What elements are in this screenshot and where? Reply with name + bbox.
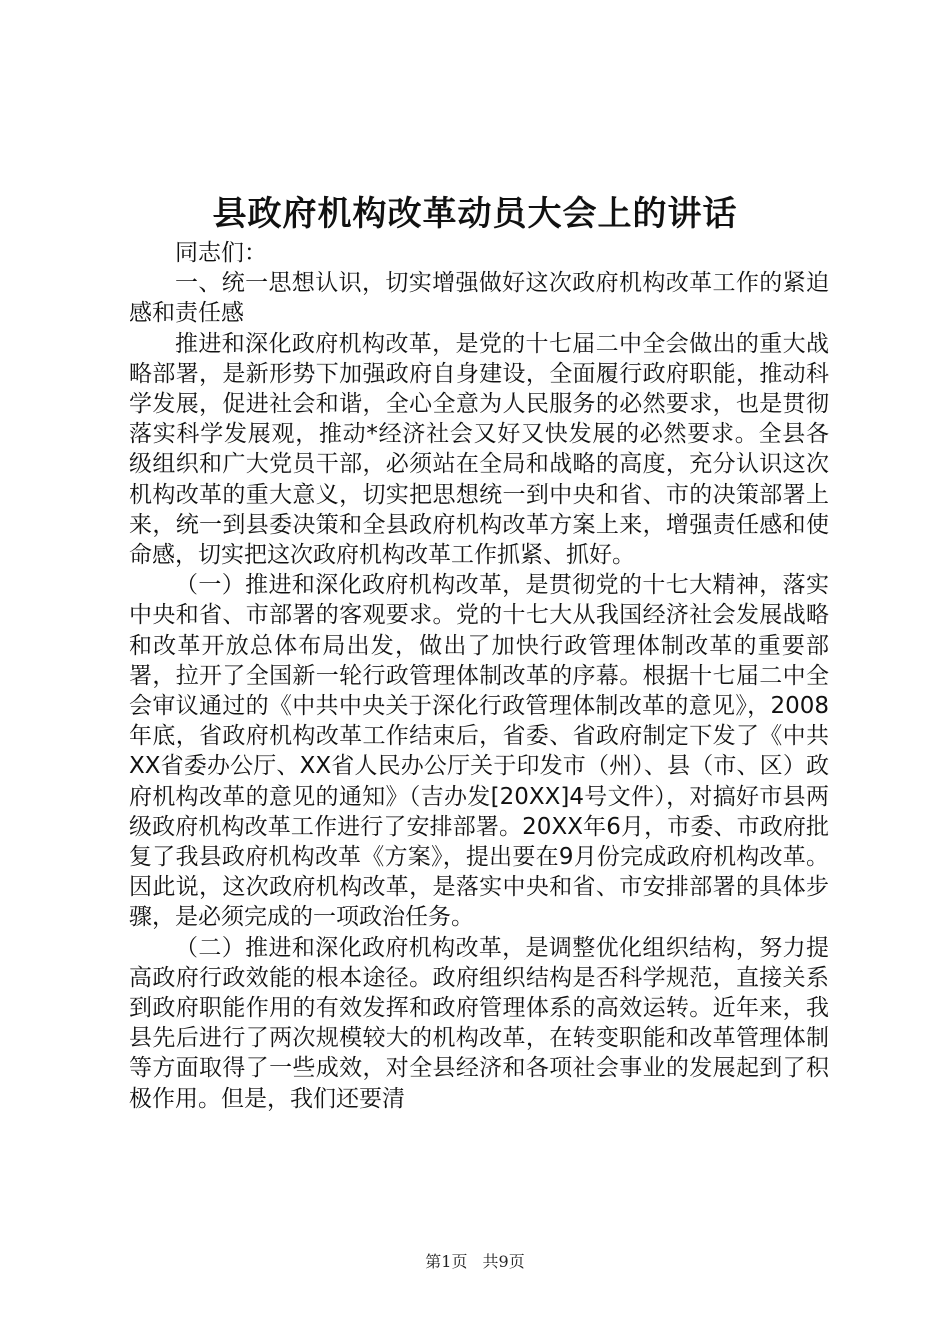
body-paragraph: 推进和深化政府机构改革，是党的十七届二中全会做出的重大战略部署，是新形势下加强政府自身建设，全面履行政府职能，推动科学发展，促进社会和谐，全心全意为人民服务的必然要求，也是贯彻落实科学发展观，推动*经济社会又好又快发展的必然要求。全县各级组织和广大党员干部，必须站在全局和战略的高度，充分认识这次机构改革的重大意义，切实把思想统一到中央和省、市的决策部署上来，统一到县委决策和全县政府机构改革方案上来，增强责任感和使命感，切实把这次政府机构改革工作抓紧、抓好。 — [129, 330, 829, 569]
section-heading: 一、统一思想认识，切实增强做好这次政府机构改革工作的紧迫感和责任感 — [129, 270, 829, 327]
page-total: 共9页 — [482, 1252, 525, 1271]
salutation-paragraph: 同志们： — [175, 240, 267, 266]
document-body — [129, 238, 829, 1114]
page-number: 第1页 — [425, 1252, 468, 1271]
body-paragraph: （一）推进和深化政府机构改革，是贯彻党的十七大精神，落实中央和省、市部署的客观要求。党的十七大从我国经济社会发展战略和改革开放总体布局出发，做出了加快行政管理体制改革的重要部署，拉开了全国新一轮行政管理体制改革的序幕。根据十七届二中全会审议通过的《中共中央关于深化行政管理体制改革的意见》，2008年底，省政府机构改革工作结束后，省委、省政府制定下发了《中共XX省委办公厅、XX省人民办公厅关于印发市（州）、县（市、区）政府机构改革的意见的通知》（吉办发[20XX]4号文件），对搞好市县两级政府机构改革工作进行了安排部署。20XX年6月，市委、市政府批复了我县政府机构改革《方案》，提出要在9月份完成政府机构改革。因此说，这次政府机构改革，是落实中央和省、市安排部署的具体步骤，是必须完成的一项政治任务。 — [129, 572, 829, 931]
body-paragraph: （二）推进和深化政府机构改革，是调整优化组织结构，努力提高政府行政效能的根本途径。政府组织结构是否科学规范，直接关系到政府职能作用的有效发挥和政府管理体系的高效运转。近年来，我县先后进行了两次规模较大的机构改革，在转变职能和改革管理体制等方面取得了一些成效，对全县经济和各项社会事业的发展起到了积极作用。但是，我们还要清 — [129, 934, 829, 1112]
document-title: 县政府机构改革动员大会上的讲话 — [212, 194, 738, 234]
page-footer — [0, 1249, 950, 1272]
